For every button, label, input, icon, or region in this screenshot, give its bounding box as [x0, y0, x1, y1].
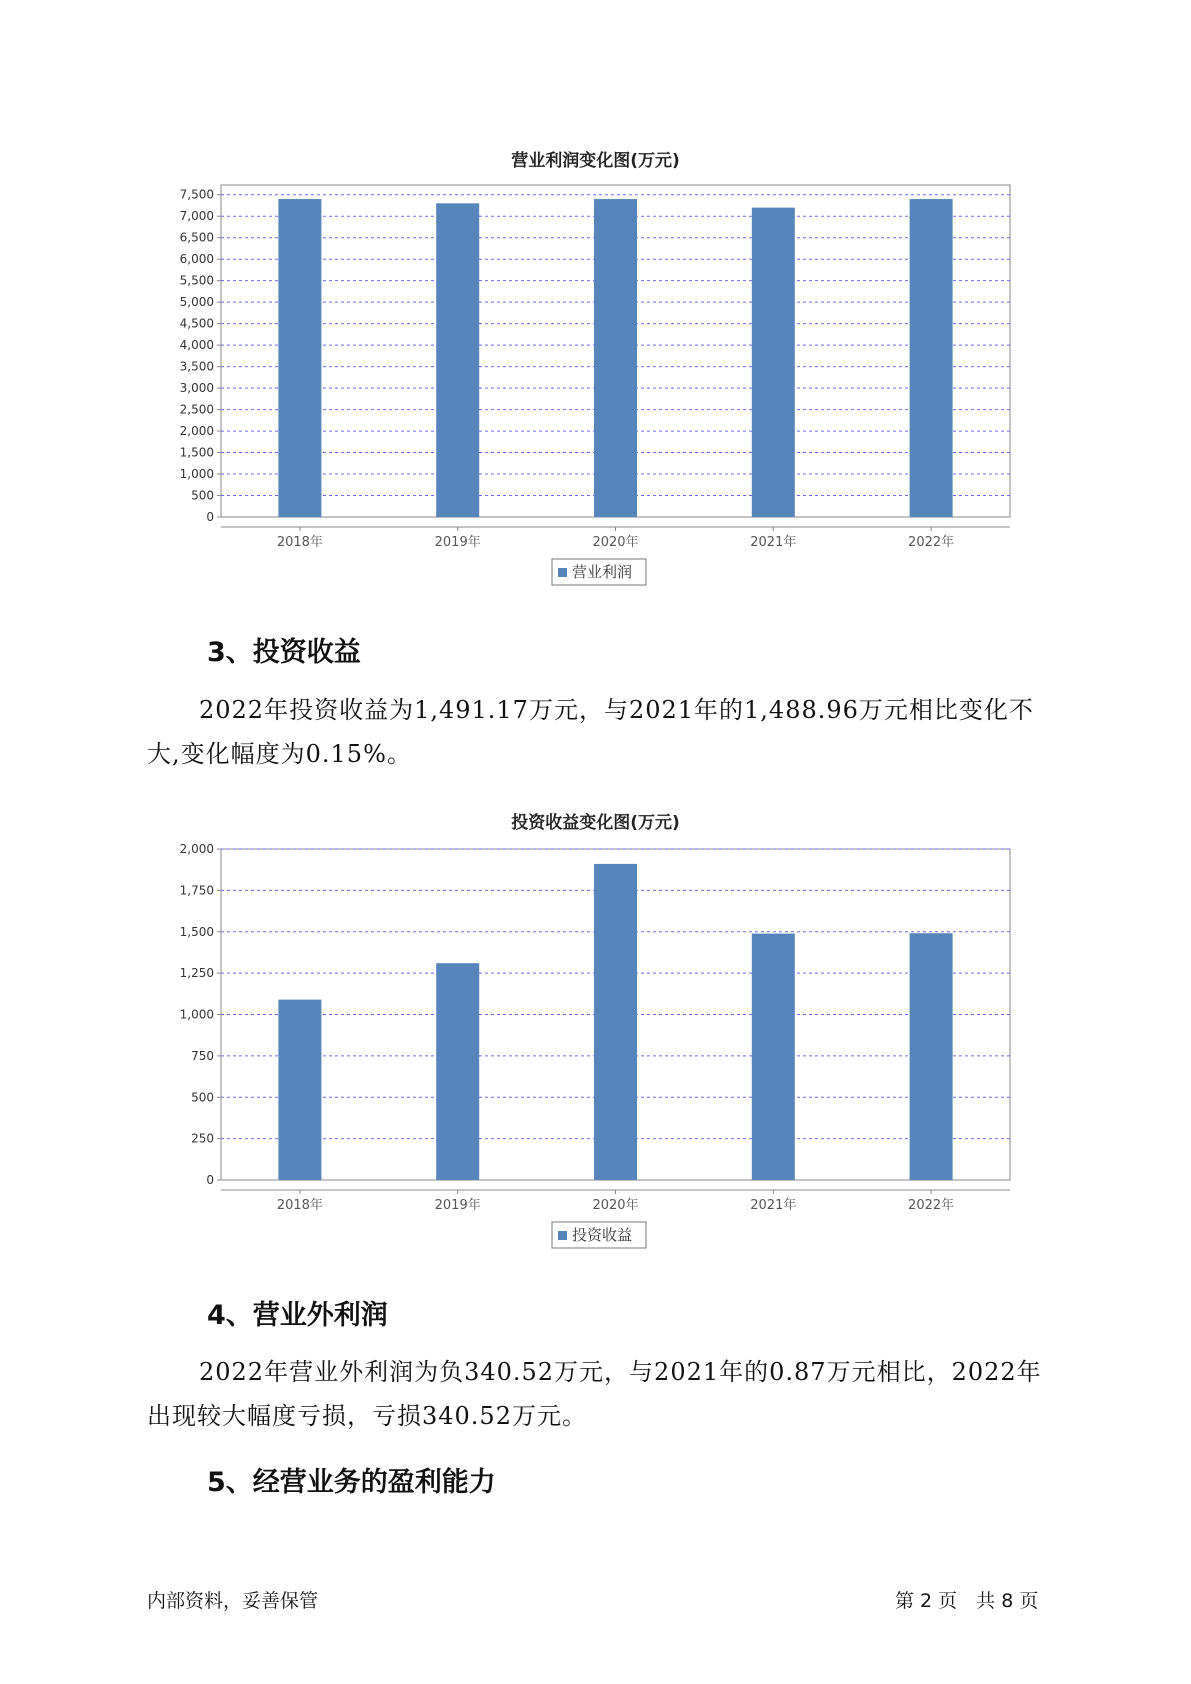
x-tick-label: 2019年 [434, 535, 481, 550]
y-tick-label: 1,750 [179, 883, 214, 898]
y-tick-label: 2,500 [179, 402, 214, 417]
chart-1-title: 营业利润变化图(万元) [511, 151, 680, 171]
y-tick-label: 2,000 [179, 842, 214, 856]
x-tick-label: 2021年 [750, 1198, 797, 1213]
y-tick-label: 0 [206, 510, 214, 524]
y-tick-label: 6,000 [179, 252, 214, 267]
legend-swatch [558, 1231, 567, 1240]
bar-2019年 [436, 963, 479, 1180]
bar-2022年 [910, 933, 953, 1180]
bar-2021年 [752, 934, 795, 1180]
y-tick-label: 500 [191, 1090, 214, 1105]
y-tick-label: 250 [191, 1131, 214, 1146]
section-4-heading: 4、营业外利润 [207, 1300, 388, 1331]
y-tick-label: 1,000 [179, 467, 214, 482]
y-tick-label: 3,500 [179, 359, 214, 374]
bar-2020年 [594, 864, 637, 1180]
x-tick-label: 2020年 [592, 535, 639, 550]
y-tick-label: 500 [191, 488, 214, 503]
y-tick-label: 1,500 [179, 445, 214, 460]
y-tick-label: 1,000 [179, 1007, 214, 1022]
y-tick-label: 6,500 [179, 230, 214, 245]
y-tick-label: 7,000 [179, 209, 214, 224]
x-tick-label: 2018年 [276, 535, 323, 550]
x-tick-label: 2022年 [908, 535, 955, 550]
footer-confidential-note: 内部资料，妥善保管 [147, 1590, 319, 1612]
y-tick-label: 4,500 [179, 316, 214, 331]
y-tick-label: 0 [206, 1173, 214, 1187]
chart-2-title: 投资收益变化图(万元) [511, 813, 680, 833]
y-tick-label: 750 [191, 1048, 214, 1063]
x-tick-label: 2021年 [750, 535, 797, 550]
y-tick-label: 1,250 [179, 966, 214, 981]
x-tick-label: 2022年 [908, 1198, 955, 1213]
footer-page-number: 第 2 页 共 8 页 [895, 1590, 1039, 1612]
legend-label: 营业利润 [572, 563, 633, 581]
section-5-heading: 5、经营业务的盈利能力 [207, 1467, 496, 1498]
y-tick-label: 7,500 [179, 187, 214, 202]
y-tick-label: 5,000 [179, 295, 214, 310]
y-tick-label: 3,000 [179, 381, 214, 396]
section-4-paragraph: 2022年营业外利润为负340.52万元，与2021年的0.87万元相比，2022年出现较大幅度亏损，亏损340.52万元。 [147, 1358, 1042, 1430]
y-tick-label: 4,000 [179, 338, 214, 353]
x-tick-label: 2019年 [434, 1198, 481, 1213]
x-tick-label: 2020年 [592, 1198, 639, 1213]
x-tick-label: 2018年 [276, 1198, 323, 1213]
y-tick-label: 5,500 [179, 273, 214, 288]
legend-label: 投资收益 [572, 1226, 633, 1244]
section-3-paragraph: 2022年投资收益为1,491.17万元，与2021年的1,488.96万元相比变化不大,变化幅度为0.15%。 [147, 696, 1034, 768]
y-tick-label: 1,500 [179, 924, 214, 939]
y-tick-label: 2,000 [179, 424, 214, 439]
bar-2018年 [278, 1000, 321, 1180]
section-3-heading: 3、投资收益 [207, 637, 361, 668]
